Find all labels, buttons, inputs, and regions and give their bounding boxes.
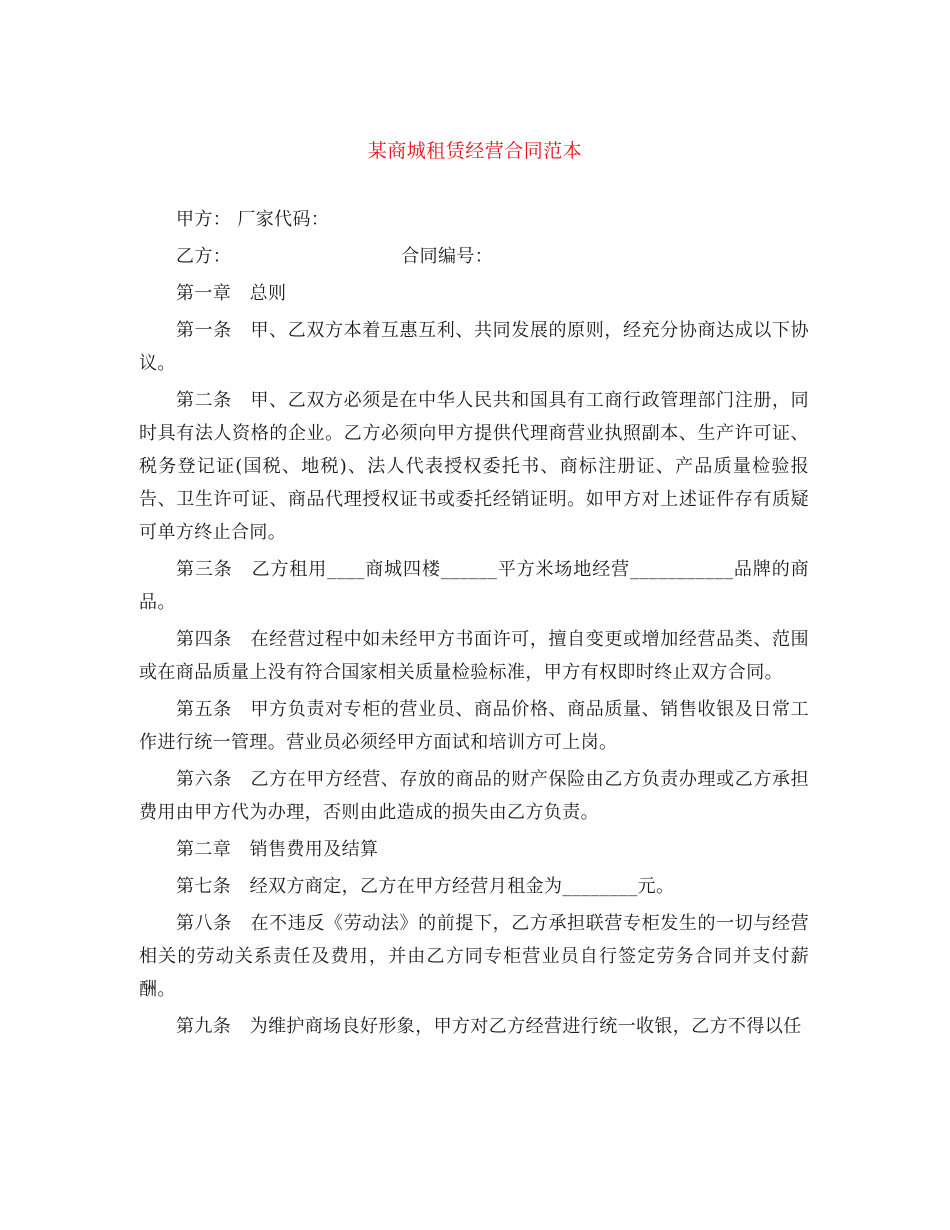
- article-9: 第九条 为维护商场良好形象，甲方对乙方经营进行统一收银，乙方不得以任: [176, 1016, 802, 1037]
- article-6: 第六条 乙方在甲方经营、存放的商品的财产保险由乙方负责办理或乙方承担费用由甲方代为办理，否则由此造成的损失由乙方负责。: [139, 769, 809, 823]
- party-b-label: 乙方：: [176, 246, 232, 267]
- article-4: 第四条 在经营过程中如未经甲方书面许可，擅自变更或增加经营品类、范围或在商品质量上没有符合国家相关质量检验标准，甲方有权即时终止双方合同。: [139, 629, 809, 683]
- article-3: 第三条 乙方租用____商城四楼______平方米场地经营___________品牌的商品。: [139, 559, 809, 613]
- article-7: 第七条 经双方商定，乙方在甲方经营月租金为________元。: [176, 876, 675, 897]
- document-body: [139, 203, 809, 1047]
- article-5: 第五条 甲方负责对专柜的营业员、商品价格、商品质量、销售收银及日常工作进行统一管理。营业员必须经甲方面试和培训方可上岗。: [139, 699, 809, 753]
- party-b-line: [139, 240, 809, 273]
- article-8: 第八条 在不违反《劳动法》的前提下，乙方承担联营专柜发生的一切与经营相关的劳动关系责任及费用，并由乙方同专柜营业员自行签定劳务合同并支付薪酬。: [139, 913, 809, 1000]
- chapter-2-heading: 第二章 销售费用及结算: [176, 839, 379, 860]
- party-a-line: 甲方： 厂家代码：: [176, 209, 330, 230]
- document-title: 某商城租赁经营合同范本: [367, 140, 583, 162]
- contract-number-label: 合同编号：: [401, 246, 494, 267]
- chapter-1-heading: 第一章 总则: [176, 283, 287, 304]
- article-2: 第二条 甲、乙双方必须是在中华人民共和国具有工商行政管理部门注册，同时具有法人资格的企业。乙方必须向甲方提供代理商营业执照副本、生产许可证、税务登记证(国税、地税)、法人代表授权委托书、商标注册证、产品质量检验报告、卫生许可证、商品代理授权证书或委托经销证明。如甲方对上述证件存有质疑可单方终止合同。: [139, 390, 809, 543]
- article-1: 第一条 甲、乙双方本着互惠互利、共同发展的原则，经充分协商达成以下协议。: [139, 320, 809, 374]
